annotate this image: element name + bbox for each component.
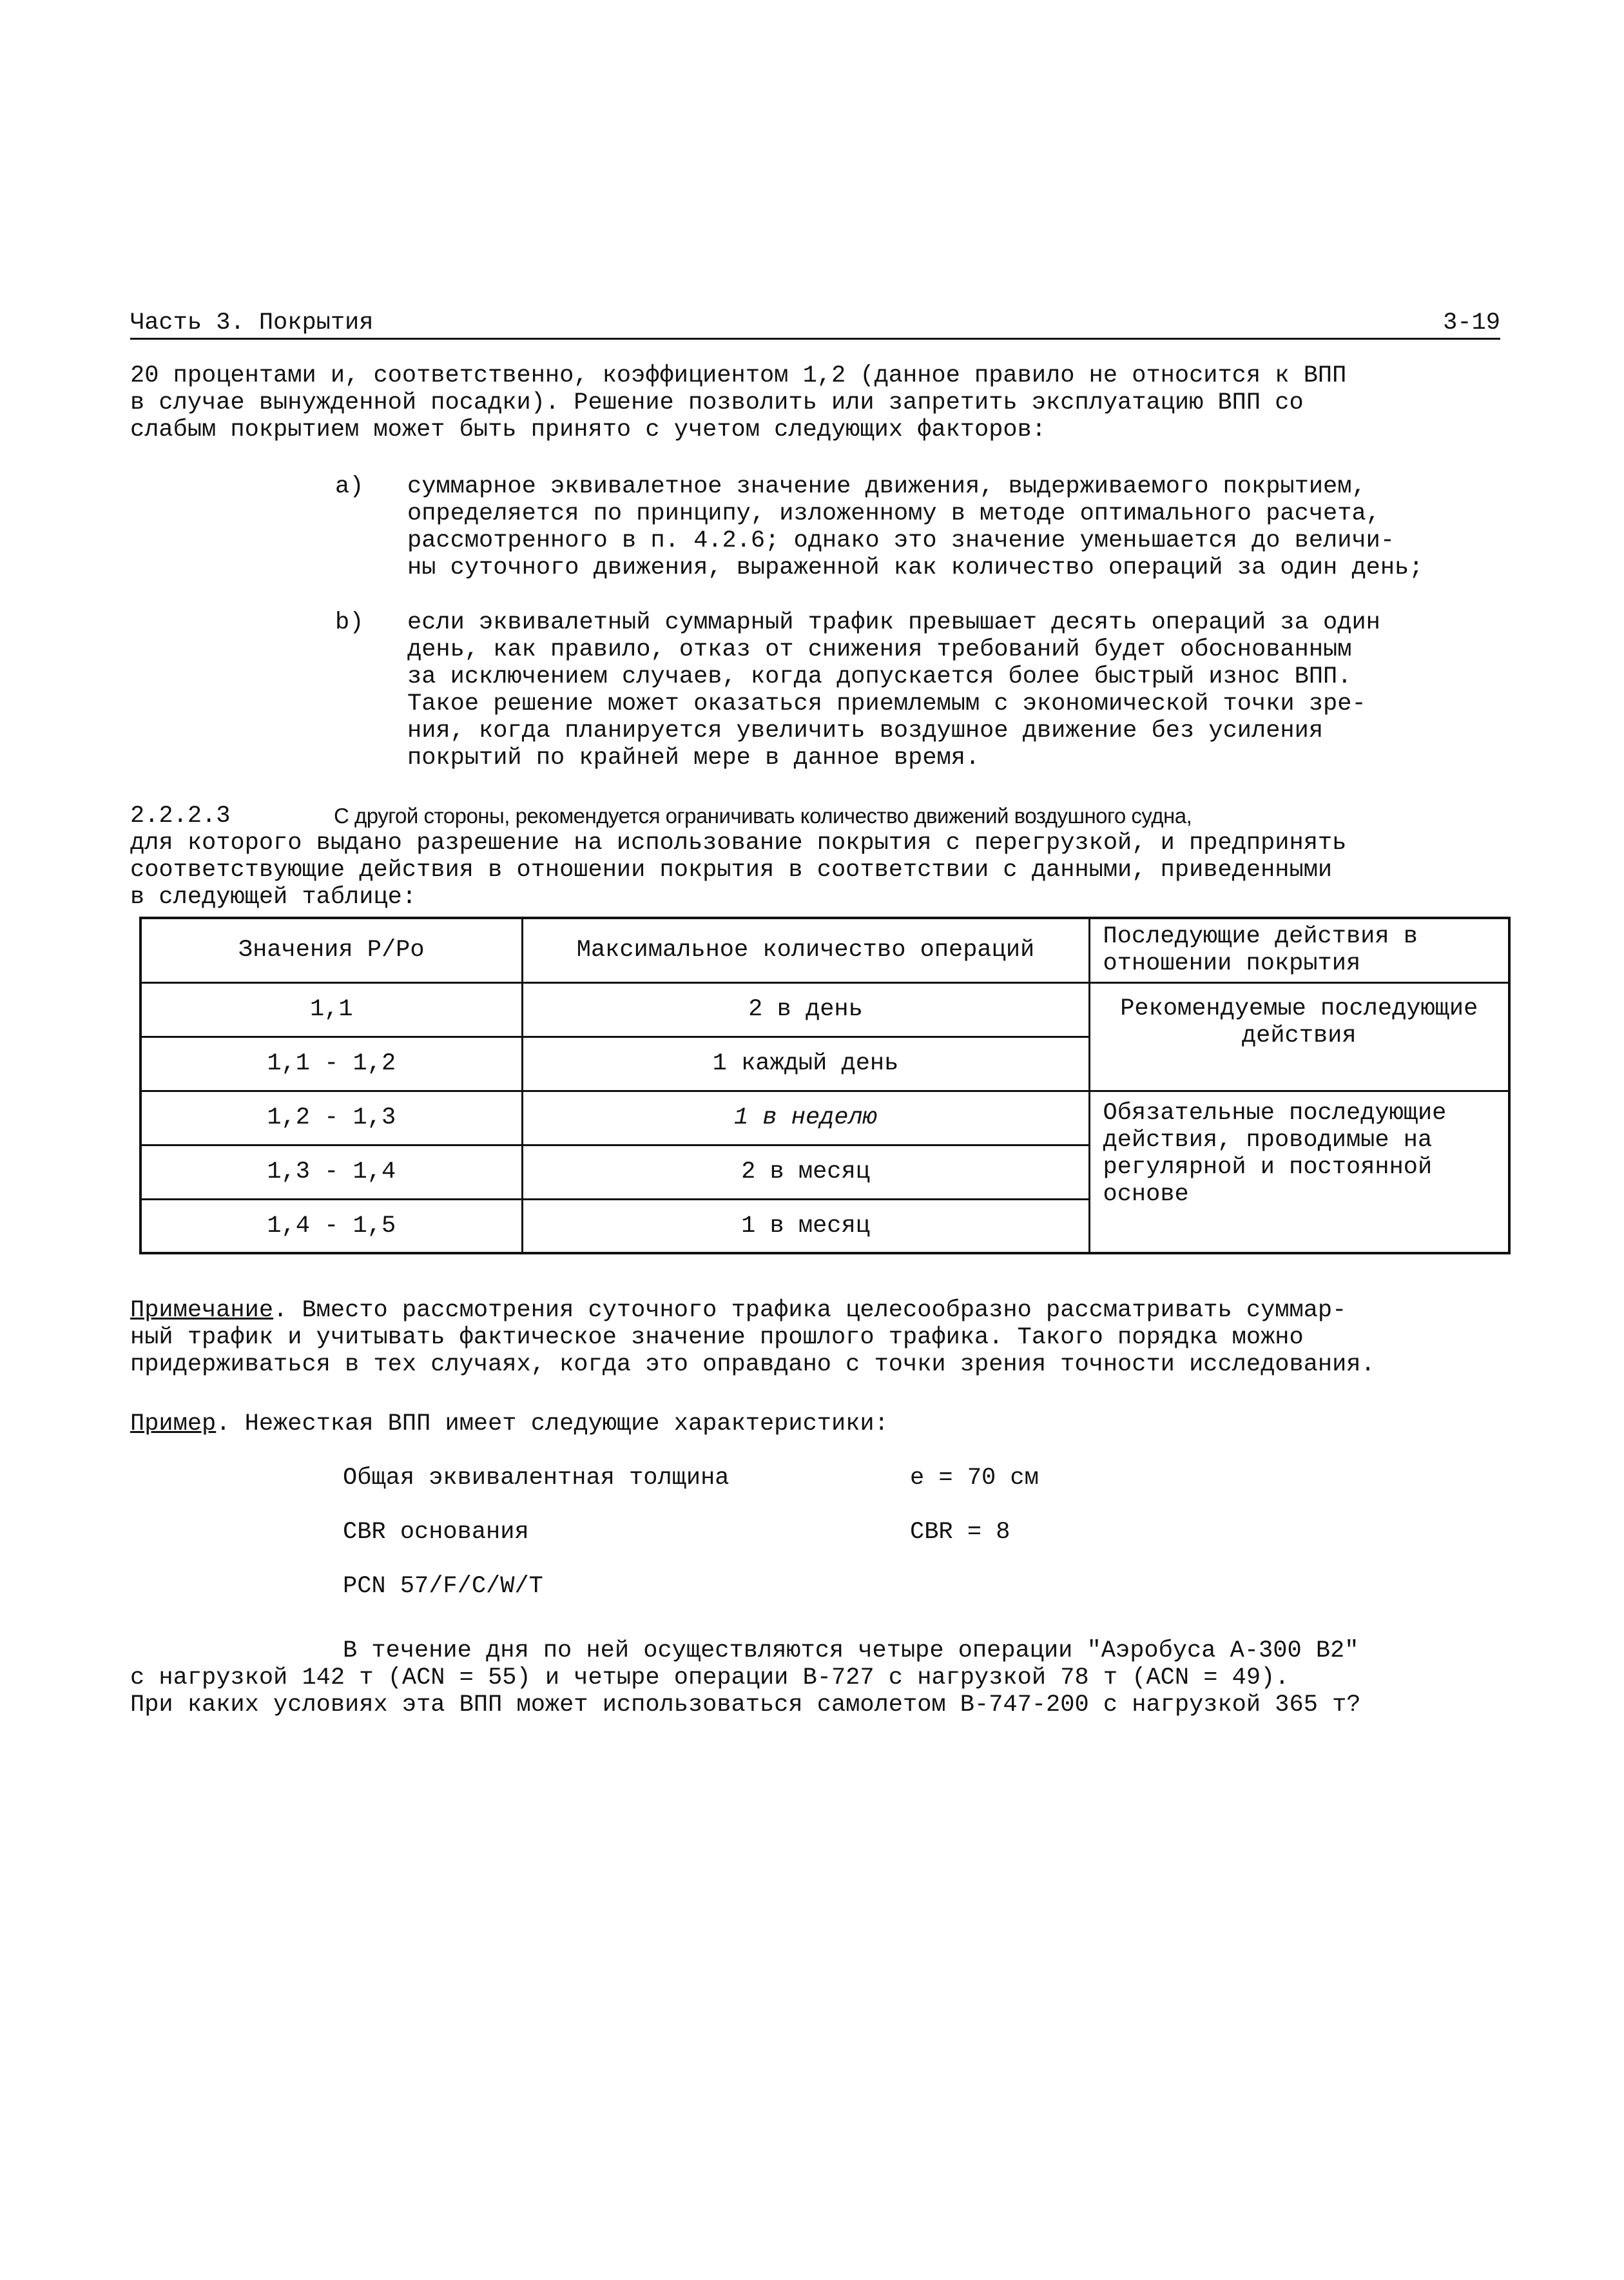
factor-b [0, 609, 1624, 774]
factor-a [0, 473, 1624, 584]
table-header-cell: Последующие действия в отношении покрытия [1089, 918, 1509, 982]
list-marker: a) [335, 473, 364, 500]
table-row [140, 982, 1509, 1037]
text-line: ны суточного движения, выраженной как количество операций за один день; [407, 554, 1424, 581]
section-title: Часть 3. Покрытия [130, 309, 374, 336]
text-line: В течение дня по ней осуществляются четыре операции "Аэробуса A-300 B2" [343, 1637, 1359, 1664]
intro-paragraph [130, 362, 1535, 443]
example-paragraph [130, 1637, 1548, 1719]
table-cell: 2 в день [522, 982, 1089, 1037]
table-cell: 1 в месяц [522, 1199, 1089, 1253]
table-cell: 1,4 - 1,5 [140, 1199, 522, 1253]
param-name: Общая эквивалентная толщина [343, 1465, 730, 1492]
table-cell: 1,1 [140, 982, 522, 1037]
table-cell: 1,2 - 1,3 [140, 1091, 522, 1145]
table-header-cell: Максимальное количество операций [522, 918, 1089, 982]
list-item-text [407, 609, 1380, 772]
text-line: придерживаться в тех случаях, когда это оправдано с точки зрения точности исследования. [130, 1351, 1375, 1378]
text-line: в случае вынужденной посадки). Решение позволить или запретить эксплуатацию ВПП со [130, 389, 1304, 416]
text-line: за исключением случаев, когда допускается более быстрый износ ВПП. [407, 663, 1352, 690]
page-number: 3-19 [1443, 309, 1500, 336]
table-cell: 1 в неделю [522, 1091, 1089, 1145]
text-line: определяется по принципу, изложенному в методе оптимального расчета, [407, 500, 1380, 527]
table-cell: 1,3 - 1,4 [140, 1145, 522, 1199]
note-label: Примечание [130, 1297, 274, 1324]
table-header-row [140, 918, 1509, 982]
text-line: Такое решение может оказаться приемлемым с экономической точки зре- [407, 690, 1366, 717]
text-line: соответствующие действия в отношении покрытия в соответствии с данными, приведенными [130, 857, 1333, 884]
param-value: CBR = 8 [910, 1519, 1010, 1546]
table-header-cell: Значения P/Po [140, 918, 522, 982]
text-line: С другой стороны, рекомендуется ограничивать количество движений воздушного судна, [334, 804, 1192, 828]
section-2-2-2-3 [130, 803, 1548, 912]
text-line: день, как правило, отказ от снижения требований будет обоснованным [407, 636, 1352, 663]
param-value: e = 70 см [910, 1465, 1039, 1492]
page-header [130, 307, 1500, 340]
text-line: для которого выдано разрешение на использование покрытия с перегрузкой, и предпринять [130, 830, 1347, 857]
text-line: суммарное эквивалетное значение движения, выдерживаемого покрытием, [407, 473, 1366, 500]
table-row [140, 1091, 1509, 1145]
text-line: если эквивалетный суммарный трафик превышает десять операций за один [407, 609, 1380, 636]
example-intro [130, 1410, 1535, 1437]
text-line: ния, когда планируется увеличить воздушное движение без усиления [407, 717, 1324, 745]
text-line: с нагрузкой 142 т (ACN = 55) и четыре операции B-727 с нагрузкой 78 т (ACN = 49). [130, 1664, 1290, 1691]
table-cell: 2 в месяц [522, 1145, 1089, 1199]
text-line: в следующей таблице: [130, 884, 417, 911]
text-line: рассмотренного в п. 4.2.6; однако это значение уменьшается до величи- [407, 527, 1395, 554]
list-item-text [407, 473, 1423, 581]
param-name: CBR основания [343, 1519, 529, 1546]
section-number: 2.2.2.3 [130, 803, 231, 830]
note-paragraph [130, 1297, 1535, 1378]
list-marker: b) [335, 609, 364, 636]
pp0-table [139, 917, 1511, 1254]
table-cell: 1,1 - 1,2 [140, 1037, 522, 1091]
text-line: слабым покрытием может быть принято с учетом следующих факторов: [130, 416, 1047, 443]
text-line: ный трафик и учитывать фактическое значение прошлого трафика. Такого порядка можно [130, 1324, 1304, 1351]
text-line: . Нежесткая ВПП имеет следующие характеристики: [216, 1410, 889, 1437]
text-line: . Вместо рассмотрения суточного трафика целесообразно рассматривать суммар- [273, 1297, 1347, 1324]
table-cell: 1 каждый день [522, 1037, 1089, 1091]
text-line: При каких условиях эта ВПП может использоваться самолетом B-747-200 с нагрузкой 365 т? [130, 1691, 1361, 1719]
text-line: покрытий по крайней мере в данное время. [407, 745, 980, 772]
table-cell-action: Обязательные последующие действия, проводимые на регулярной и постоянной основе [1089, 1091, 1509, 1253]
text-line: 20 процентами и, соответственно, коэффициентом 1,2 (данное правило не относится к ВПП [130, 362, 1347, 389]
table-cell-action: Рекомендуемые последующие действия [1089, 982, 1509, 1091]
example-label: Пример [130, 1410, 217, 1437]
param-name: PCN 57/F/C/W/T [343, 1573, 543, 1600]
